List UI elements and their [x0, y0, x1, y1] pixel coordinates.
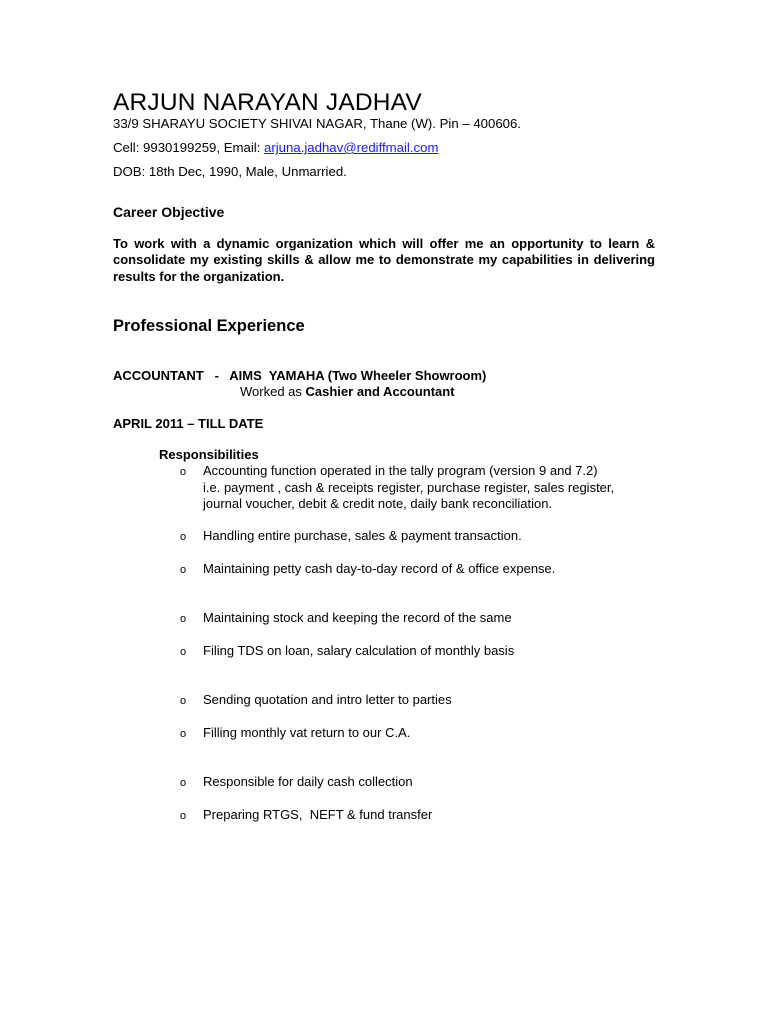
resume-name: ARJUN NARAYAN JADHAV: [113, 89, 422, 116]
bullet-icon: o: [180, 466, 187, 478]
responsibilities-heading: Responsibilities: [159, 447, 259, 462]
bullet-icon: o: [180, 728, 187, 740]
cell-text: Cell: 9930199259, Email:: [113, 140, 265, 155]
bullet-icon: o: [180, 613, 187, 625]
employment-date: APRIL 2011 – TILL DATE: [113, 416, 264, 431]
list-item-text: i.e. payment , cash & receipts register, purchase register, sales register,: [203, 479, 615, 495]
list-item: Sending quotation and intro letter to parties: [203, 692, 452, 707]
bullet-icon: o: [180, 777, 187, 789]
career-objective-text: To work with a dynamic organization which will offer me an opportunity to learn & consolidate my existing skills & allow me to demonstrate my capabilities in delivering results for the organization.: [113, 236, 655, 284]
list-item-text: Accounting function operated in the tally program (version 9 and 7.2): [203, 463, 598, 478]
bullet-icon: o: [180, 646, 187, 658]
bullet-icon: o: [180, 810, 187, 822]
contact-line: [113, 140, 438, 156]
list-item: Filing TDS on loan, salary calculation of monthly basis: [203, 643, 515, 658]
professional-experience-heading: Professional Experience: [113, 317, 305, 335]
worked-as-role: Cashier and Accountant: [305, 384, 455, 399]
list-item-text: journal voucher, debit & credit note, daily bank reconciliation.: [203, 496, 553, 511]
worked-as-line: [240, 384, 455, 400]
list-item: Maintaining stock and keeping the record of the same: [203, 610, 512, 625]
dob-line: DOB: 18th Dec, 1990, Male, Unmarried.: [113, 164, 347, 179]
list-item: Preparing RTGS, NEFT & fund transfer: [203, 807, 433, 822]
list-item: Maintaining petty cash day-to-day record of & office expense.: [203, 561, 556, 576]
bullet-icon: o: [180, 695, 187, 707]
list-item: Responsible for daily cash collection: [203, 774, 413, 789]
address-line: 33/9 SHARAYU SOCIETY SHIVAI NAGAR, Thane (W). Pin – 400606.: [113, 116, 521, 131]
list-item: [203, 463, 614, 513]
list-item: Filling monthly vat return to our C.A.: [203, 725, 411, 740]
worked-as-prefix: Worked as: [240, 384, 306, 399]
email-link[interactable]: arjuna.jadhav@rediffmail.com: [264, 140, 439, 155]
bullet-icon: o: [180, 564, 187, 576]
list-item: Handling entire purchase, sales & payment transaction.: [203, 528, 522, 543]
job-title-line: ACCOUNTANT - AIMS YAMAHA (Two Wheeler Showroom): [113, 368, 487, 383]
career-objective-heading: Career Objective: [113, 204, 225, 220]
bullet-icon: o: [180, 531, 187, 543]
